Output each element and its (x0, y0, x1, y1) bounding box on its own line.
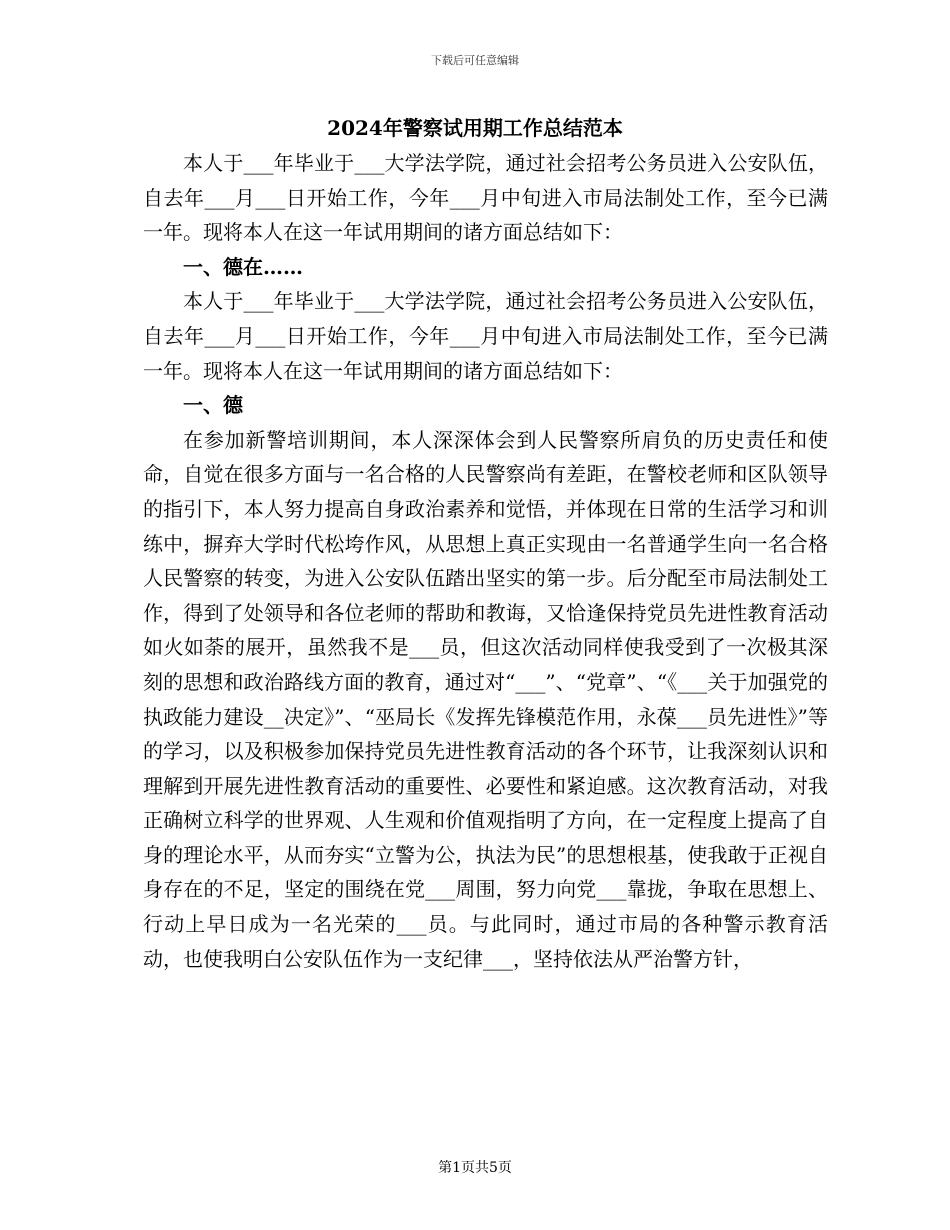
section-heading-1: 一、德在…… (183, 254, 303, 279)
intro-paragraph: 本人于___年毕业于___大学法学院，通过社会招考公务员进入公安队伍，自去年___月___日开始工作，今年___月中旬进入市局法制处工作，至今已满一年。现将本人在这一年试用期间的诸方面总结如下： (143, 151, 828, 245)
section-heading-2: 一、德 (183, 393, 243, 418)
header-note: 下载后可任意编辑 (431, 54, 519, 67)
document-body (143, 146, 828, 976)
repeat-paragraph: 本人于___年毕业于___大学法学院，通过社会招考公务员进入公安队伍，自去年___月___日开始工作，今年___月中旬进入市局法制处工作，至今已满一年。现将本人在这一年试用期间的诸方面总结如下： (143, 289, 828, 383)
main-paragraph: 在参加新警培训期间，本人深深体会到人民警察所肩负的历史责任和使命，自觉在很多方面与一名合格的人民警察尚有差距，在警校老师和区队领导的指引下，本人努力提高自身政治素养和觉悟，并体现在日常的生活学习和训练中，摒弃大学时代松垮作风，从思想上真正实现由一名普通学生向一名合格人民警察的转变，为进入公安队伍踏出坚实的第一步。后分配至市局法制处工作，得到了处领导和各位老师的帮助和教诲，又恰逢保持党员先进性教育活动如火如荼的展开，虽然我不是___员，但这次活动同样使我受到了一次极其深刻的思想和政治路线方面的教育，通过对“___”、“党章”、“《___关于加强党的执政能力建设__决定》”、“巫局长《发挥先锋模范作用，永葆___员先进性》”等的学习，以及积极参加保持党员先进性教育活动的各个环节，让我深刻认识和理解到开展先进性教育活动的重要性、必要性和紧迫感。这次教育活动，对我正确树立科学的世界观、人生观和价值观指明了方向，在一定程度上提高了自身的理论水平，从而夯实“立警为公，执法为民”的思想根基，使我敢于正视自身存在的不足，坚定的围绕在党___周围，努力向党___靠拢，争取在思想上、行动上早日成为一名光荣的___员。与此同时，通过市局的各种警示教育活动，也使我明白公安队伍作为一支纪律___，坚持依法从严治警方针， (143, 427, 828, 971)
page-number: 第1页共5页 (438, 1160, 512, 1176)
document-title: 2024年警察试用期工作总结范本 (327, 116, 623, 140)
